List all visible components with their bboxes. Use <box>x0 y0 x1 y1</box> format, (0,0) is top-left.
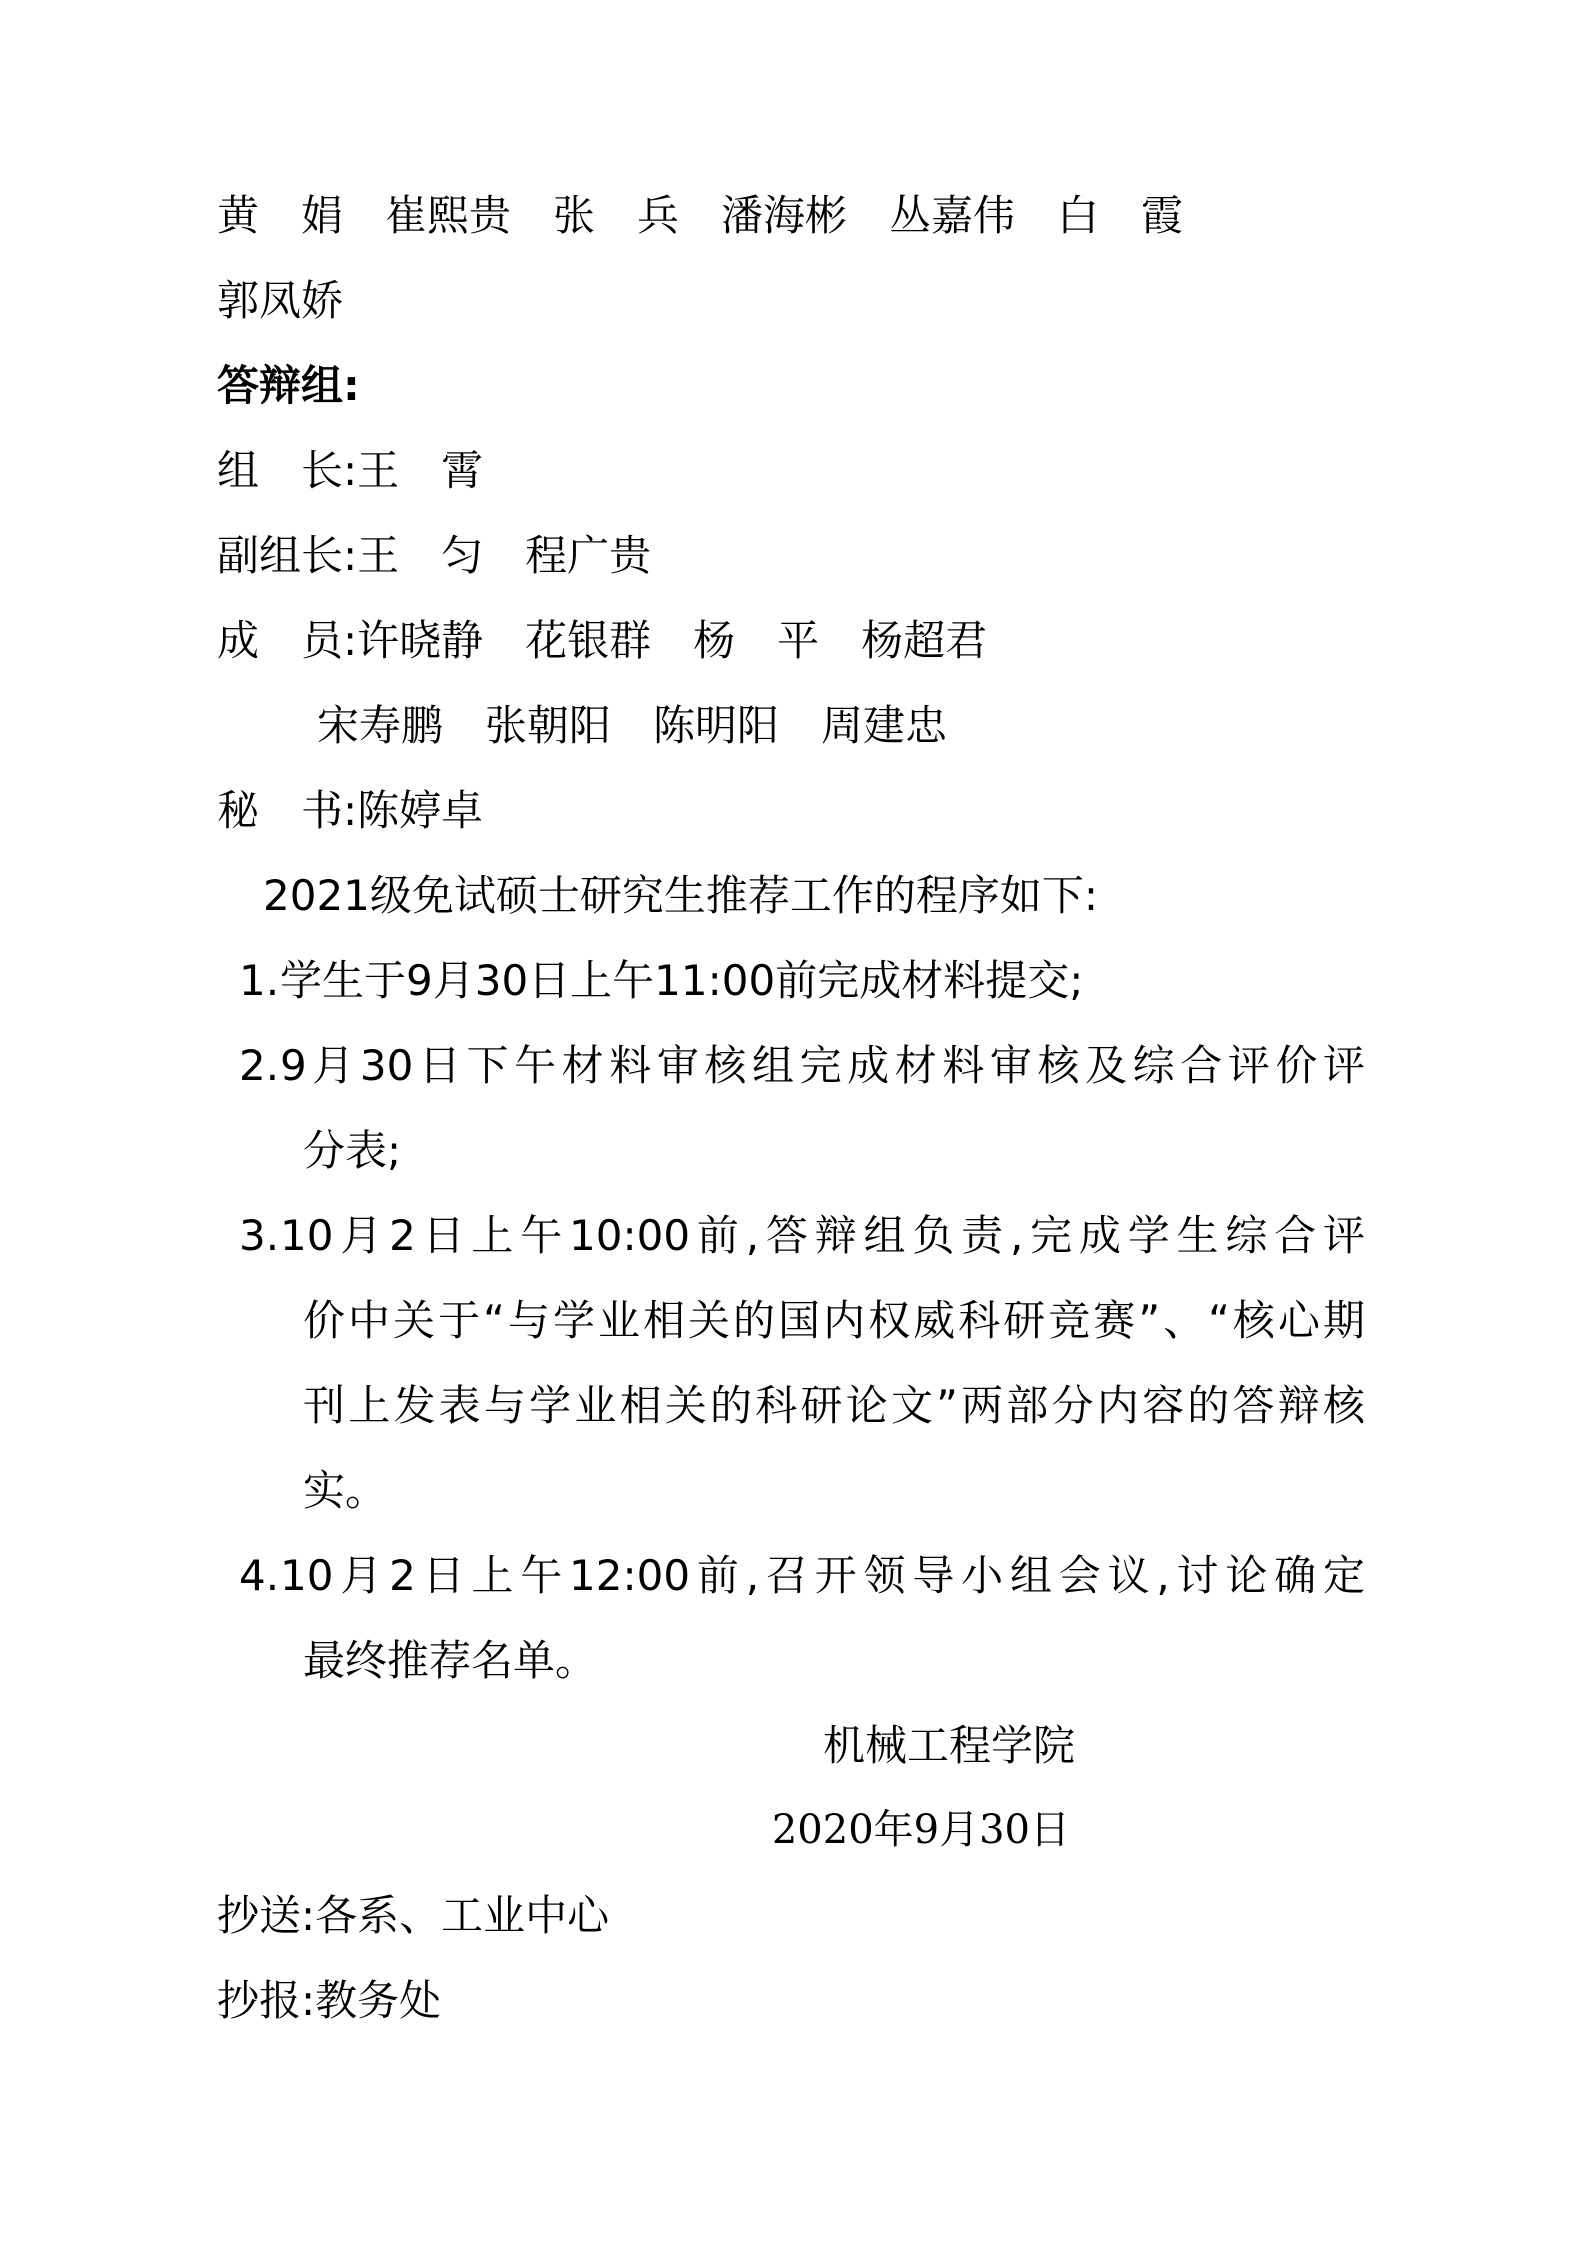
defense-leader-row <box>217 428 1365 513</box>
procedure-item-4 <box>217 1533 1365 1703</box>
defense-group-heading: 答辩组: <box>217 361 360 410</box>
procedure-item-2 <box>217 1023 1365 1193</box>
procedure-item-1-number: 1. <box>239 956 280 1005</box>
defense-members-label: 成 员: <box>217 616 358 665</box>
signature-date: 2020年9月30日 <box>771 1807 1070 1853</box>
footer-report-to: 抄报:教务处 <box>217 1976 442 2025</box>
procedure-item-4-line-2: 最终推荐名单。 <box>303 1636 598 1685</box>
defense-deputy-row <box>217 513 1365 598</box>
procedure-item-4-line-1 <box>217 1533 1365 1618</box>
procedure-item-3-number: 3. <box>239 1211 280 1260</box>
defense-deputy-label: 副组长: <box>217 531 358 580</box>
defense-leader-value: 王 霄 <box>357 446 484 495</box>
procedure-item-3 <box>217 1193 1365 1533</box>
defense-secretary-row <box>217 768 1365 853</box>
procedure-item-4-number: 4. <box>239 1551 280 1600</box>
document-content <box>217 173 1365 2043</box>
reviewer-names-row-2: 郭凤娇 <box>217 276 344 325</box>
procedure-item-1-text: 学生于9月30日上午11:00前完成材料提交; <box>280 956 1084 1005</box>
procedure-item-3-line-2: 价中关于“与学业相关的国内权威科研竞赛”、“核心期 <box>303 1296 1365 1345</box>
procedure-item-2-line-2: 分表; <box>303 1126 402 1175</box>
procedure-item-1-line-1 <box>217 938 1365 1023</box>
defense-secretary-label: 秘 书: <box>217 786 358 835</box>
reviewer-names-row-1: 黄 娟 崔熙贵 张 兵 潘海彬 丛嘉伟 白 霞 <box>217 191 1184 240</box>
footer-copy-to: 抄送:各系、工业中心 <box>217 1891 610 1940</box>
defense-members-row-2: 宋寿鹏 张朝阳 陈明阳 周建忠 <box>317 701 948 750</box>
signature-organization: 机械工程学院 <box>822 1721 1075 1770</box>
procedure-intro: 2021级免试硕士研究生推荐工作的程序如下: <box>263 871 1099 920</box>
procedure-item-3-line-1 <box>217 1193 1365 1278</box>
procedure-item-3-text: 10月2日上午10:00前,答辩组负责,完成学生综合评 <box>280 1211 1365 1260</box>
defense-members-value-1: 许晓静 花银群 杨 平 杨超君 <box>357 616 988 665</box>
procedure-item-4-text: 10月2日上午12:00前,召开领导小组会议,讨论确定 <box>280 1551 1365 1600</box>
defense-deputy-value: 王 匀 程广贵 <box>357 531 652 580</box>
defense-secretary-value: 陈婷卓 <box>357 786 484 835</box>
procedure-item-3-line-4: 实。 <box>303 1466 388 1515</box>
procedure-item-2-text: 9月30日下午材料审核组完成材料审核及综合评价评 <box>280 1041 1365 1090</box>
procedure-item-3-line-3: 刊上发表与学业相关的科研论文”两部分内容的答辩核 <box>303 1381 1365 1430</box>
procedure-item-2-number: 2. <box>239 1041 280 1090</box>
defense-members-row-1 <box>217 598 1365 683</box>
procedure-item-2-line-1 <box>217 1023 1365 1108</box>
defense-leader-label: 组 长: <box>217 446 358 495</box>
procedure-item-1 <box>217 938 1365 1023</box>
